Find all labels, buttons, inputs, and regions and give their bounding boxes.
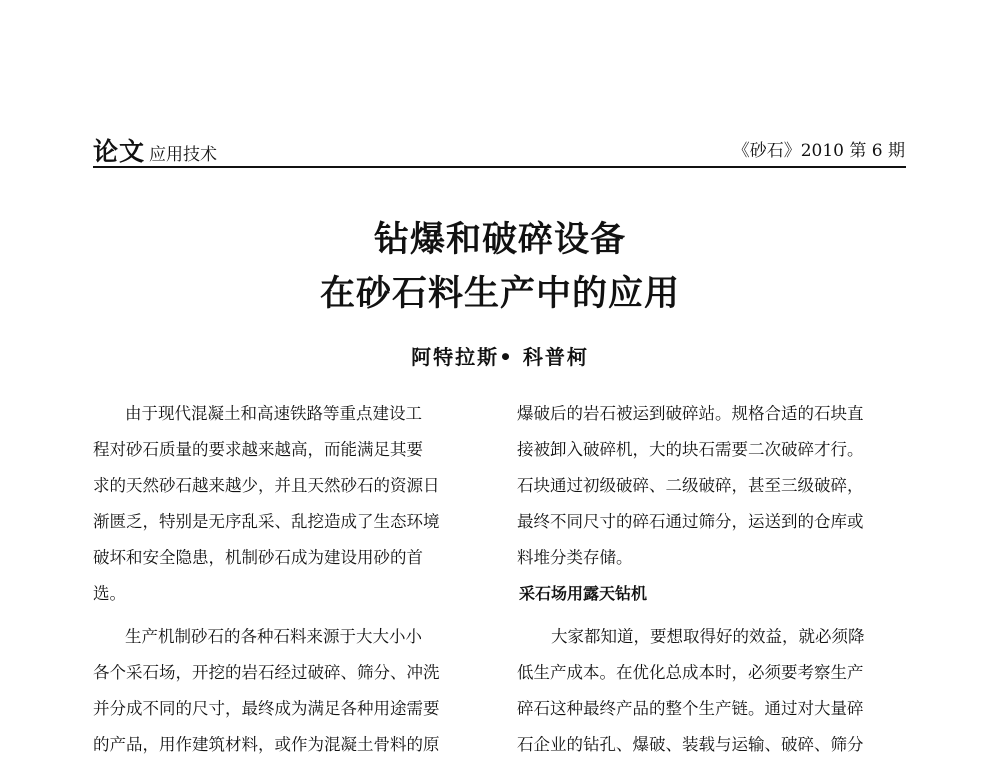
body-line: 最终不同尺寸的碎石通过筛分，运送到的仓库或: [517, 512, 864, 531]
body-line: 选。: [93, 584, 126, 603]
body-line: 爆破后的岩石被运到破碎站。规格合适的石块直: [517, 404, 864, 423]
body-line: 生产机制砂石的各种石料来源于大大小小: [125, 627, 422, 646]
journal-issue: 《砂石》2010 第 6 期: [732, 141, 905, 161]
article-author: 阿特拉斯• 科普柯: [411, 345, 589, 369]
running-header-column: [93, 132, 218, 166]
article-title-line-1: 钻爆和破碎设备: [373, 220, 626, 260]
body-line: 各个采石场，开挖的岩石经过破碎、筛分、冲洗: [93, 663, 440, 682]
body-line: 由于现代混凝土和高速铁路等重点建设工: [125, 404, 422, 423]
body-line: 石企业的钻孔、爆破、装载与运输、破碎、筛分: [517, 735, 864, 754]
article-title-line-2: 在砂石料生产中的应用: [319, 274, 680, 314]
header-divider: [93, 166, 906, 168]
body-line: 程对砂石质量的要求越来越高，而能满足其要: [93, 440, 423, 459]
body-line: 并分成不同的尺寸，最终成为满足各种用途需要: [93, 699, 440, 718]
body-line: 大家都知道，要想取得好的效益，就必须降: [551, 627, 865, 646]
body-line: 石块通过初级破碎、二级破碎，甚至三级破碎，: [517, 476, 864, 495]
body-line: 破坏和安全隐患，机制砂石成为建设用砂的首: [93, 548, 423, 567]
body-line: 渐匮乏，特别是无序乱采、乱挖造成了生态环境: [93, 512, 440, 531]
body-line: 碎石这种最终产品的整个生产链。通过对大量碎: [517, 699, 864, 718]
column-subtitle: 应用技术: [149, 145, 218, 165]
column-name: 论文: [93, 137, 146, 166]
body-line: 接被卸入破碎机，大的块石需要二次破碎才行。: [517, 440, 864, 459]
body-line: 求的天然砂石越来越少，并且天然砂石的资源日: [93, 476, 440, 495]
body-line: 料堆分类存储。: [517, 548, 633, 567]
body-line: 的产品，用作建筑材料，或作为混凝土骨料的原: [93, 735, 440, 754]
body-line: 低生产成本。在优化总成本时，必须要考察生产: [517, 663, 864, 682]
section-heading: 采石场用露天钻机: [519, 584, 648, 603]
